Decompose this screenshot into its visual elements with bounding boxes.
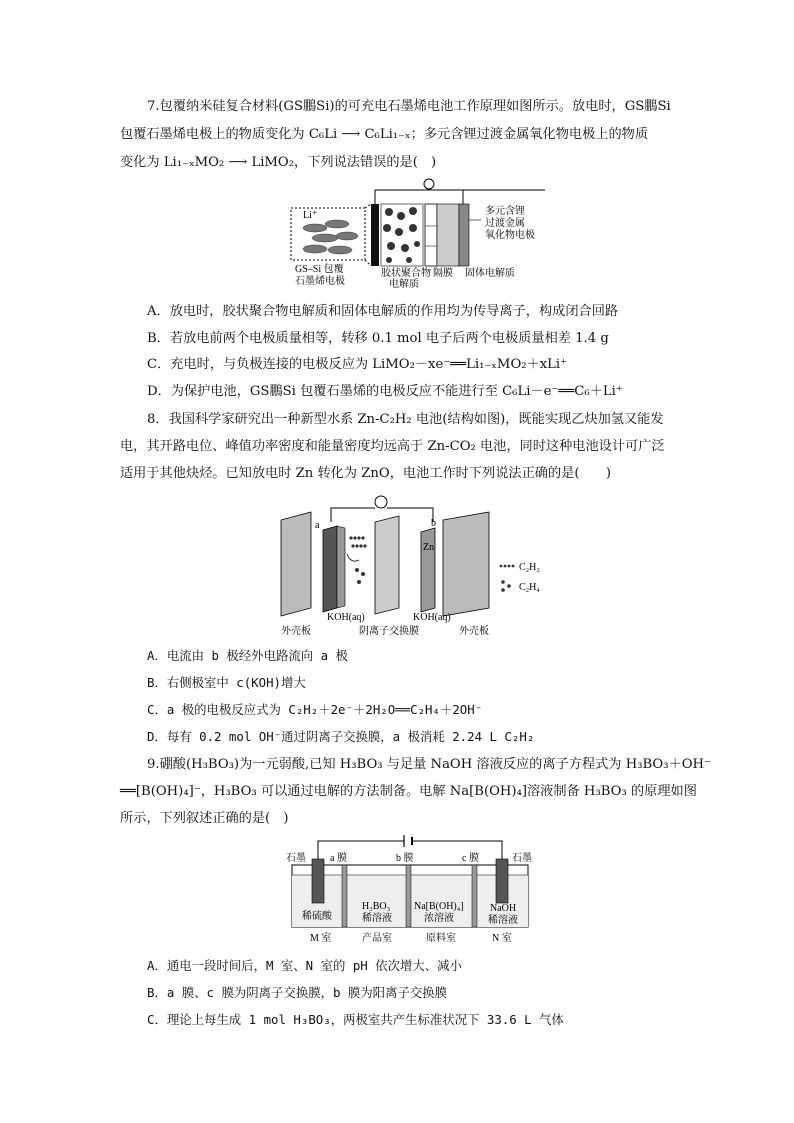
raw-chamber-label: 原料室 — [426, 933, 456, 944]
q8-stem-line1: 8．我国科学家研究出一种新型水系 Zn-C₂H₂ 电池(结构如图)，既能实现乙炔加氢又能发 — [147, 412, 664, 427]
bulb-icon — [375, 496, 387, 508]
graphite-right-label: 石墨 — [512, 853, 532, 864]
q9-stem-line2: ══[B(OH)₄]⁻，H₃BO₃ 可以通过电解的方法制备。电解 Na[B(OH)₄]溶液制备 H₃BO₃ 的原理如图 — [120, 784, 697, 799]
gel-label-1: 胶状聚合物 — [381, 268, 431, 279]
c2h2-legend-label: C₂H₂ — [519, 562, 540, 573]
q8-option-d: D．每有 0.2 mol OH⁻通过阴离子交换膜，a 极消耗 2.24 L C₂H₂ — [147, 729, 535, 744]
graphite-left-label: 石墨 — [286, 853, 306, 864]
q7-stem-line2: 包覆石墨烯电极上的物质变化为 C₆Li ⟶ C₆Li₁₋ₓ；多元含锂过渡金属氧化物电极上的物质 — [120, 127, 649, 142]
raw-solution-label: 浓溶液 — [424, 913, 454, 924]
separator-label: 隔膜 — [433, 268, 453, 279]
b-membrane-label: b 膜 — [396, 853, 414, 864]
product-solute-label: H₃BO₃ — [362, 901, 391, 912]
gs-label-2: 石墨烯电极 — [295, 276, 345, 287]
q8-option-a: A．电流由 b 极经外电路流向 a 极 — [147, 648, 348, 663]
shell-right-label: 外壳板 — [459, 626, 489, 637]
li-ion-label: Li⁺ — [303, 210, 318, 221]
zn-label: Zn — [423, 542, 435, 553]
a-membrane-label: a 膜 — [330, 853, 347, 864]
q7-option-c: C．充电时，与负极连接的电极反应为 LiMO₂－xe⁻══Li₁₋ₓMO₂＋xLi⁺ — [147, 357, 568, 372]
shell-left-label: 外壳板 — [281, 626, 311, 637]
koh-right-label: KOH(aq) — [413, 612, 451, 623]
gel-label-2: 电解质 — [389, 279, 419, 288]
c-membrane-label: c 膜 — [462, 853, 479, 864]
gs-label-1: GS–Si 包覆 — [295, 264, 344, 275]
bulb-icon — [424, 179, 434, 189]
q7-stem-line1: 7.包覆纳米硅复合材料(GS鵬Si)的可充电石墨烯电池工作原理如图所示。放电时，GS鵬Si — [147, 99, 671, 114]
q9-stem-line1: 9.硼酸(H₃BO₃)为一元弱酸,已知 H₃BO₃ 与足量 NaOH 溶液反应的离子方程式为 H₃BO₃＋OH⁻ — [147, 757, 711, 772]
solid-electrolyte-label: 固体电解质 — [465, 268, 515, 279]
dilute-acid-label: 稀硫酸 — [302, 911, 332, 922]
naoh-solution-label: 稀溶液 — [488, 915, 518, 926]
q7-stem-line3: 变化为 Li₁₋ₓMO₂ ⟶ LiMO₂，下列说法错误的是( ) — [120, 155, 437, 170]
q9-option-a: A．通电一段时间后，M 室、N 室的 pH 依次增大、减小 — [147, 958, 462, 973]
raw-solute-label: Na[B(OH)₄] — [414, 901, 464, 912]
q7-option-b: B．若放电前两个电极质量相等，转移 0.1 mol 电子后两个电极质量相差 1.4 g — [147, 331, 609, 346]
q7-battery-figure — [285, 176, 545, 288]
oxide-label-3: 氧化物电极 — [485, 230, 535, 241]
koh-left-label: KOH(aq) — [327, 612, 365, 623]
n-chamber-label: N 室 — [492, 933, 512, 944]
q9-stem-line3: 所示，下列叙述正确的是( ) — [120, 811, 289, 826]
c2h4-legend-label: C₂H₄ — [519, 582, 540, 593]
oxide-label-2: 过渡金属 — [485, 218, 525, 229]
q8-stem-line3: 适用于其他炔烃。已知放电时 Zn 转化为 ZnO，电池工作时下列说法正确的是( ) — [120, 466, 611, 481]
q7-option-a: A．放电时，胶状聚合物电解质和固体电解质的作用均为传导离子，构成闭合回路 — [147, 304, 619, 319]
q9-option-b: B．a 膜、c 膜为阴离子交换膜，b 膜为阳离子交换膜 — [147, 985, 448, 1000]
q7-option-d: D．为保护电池，GS鵬Si 包覆石墨烯的电极反应不能进行至 C₆Li－e⁻══C₆＋Li⁺ — [147, 384, 623, 399]
naoh-solute-label: NaOH — [490, 903, 517, 914]
m-chamber-label: M 室 — [310, 933, 332, 944]
product-solution-label: 稀溶液 — [362, 913, 392, 924]
oxide-label-1: 多元含锂 — [485, 206, 525, 217]
q8-stem-line2: 电，其开路电位、峰值功率密度和能量密度均远高于 Zn-CO₂ 电池，同时这种电池设计可广泛 — [120, 439, 665, 454]
product-chamber-label: 产品室 — [362, 933, 392, 944]
q8-option-c: C．a 极的电极反应式为 C₂H₂＋2e⁻＋2H₂O══C₂H₄＋2OH⁻ — [147, 702, 483, 717]
electrode-b-label: b — [431, 518, 436, 529]
electrode-a-label: a — [315, 520, 320, 531]
q8-option-b: B．右侧极室中 c(KOH)增大 — [147, 675, 306, 690]
q9-option-c: C．理论上每生成 1 mol H₃BO₃，两极室共产生标准状况下 33.6 L 气体 — [147, 1012, 564, 1027]
q8-battery-figure — [275, 490, 565, 638]
q9-electrolysis-figure — [280, 835, 570, 945]
aem-label: 阴离子交换膜 — [359, 626, 419, 637]
